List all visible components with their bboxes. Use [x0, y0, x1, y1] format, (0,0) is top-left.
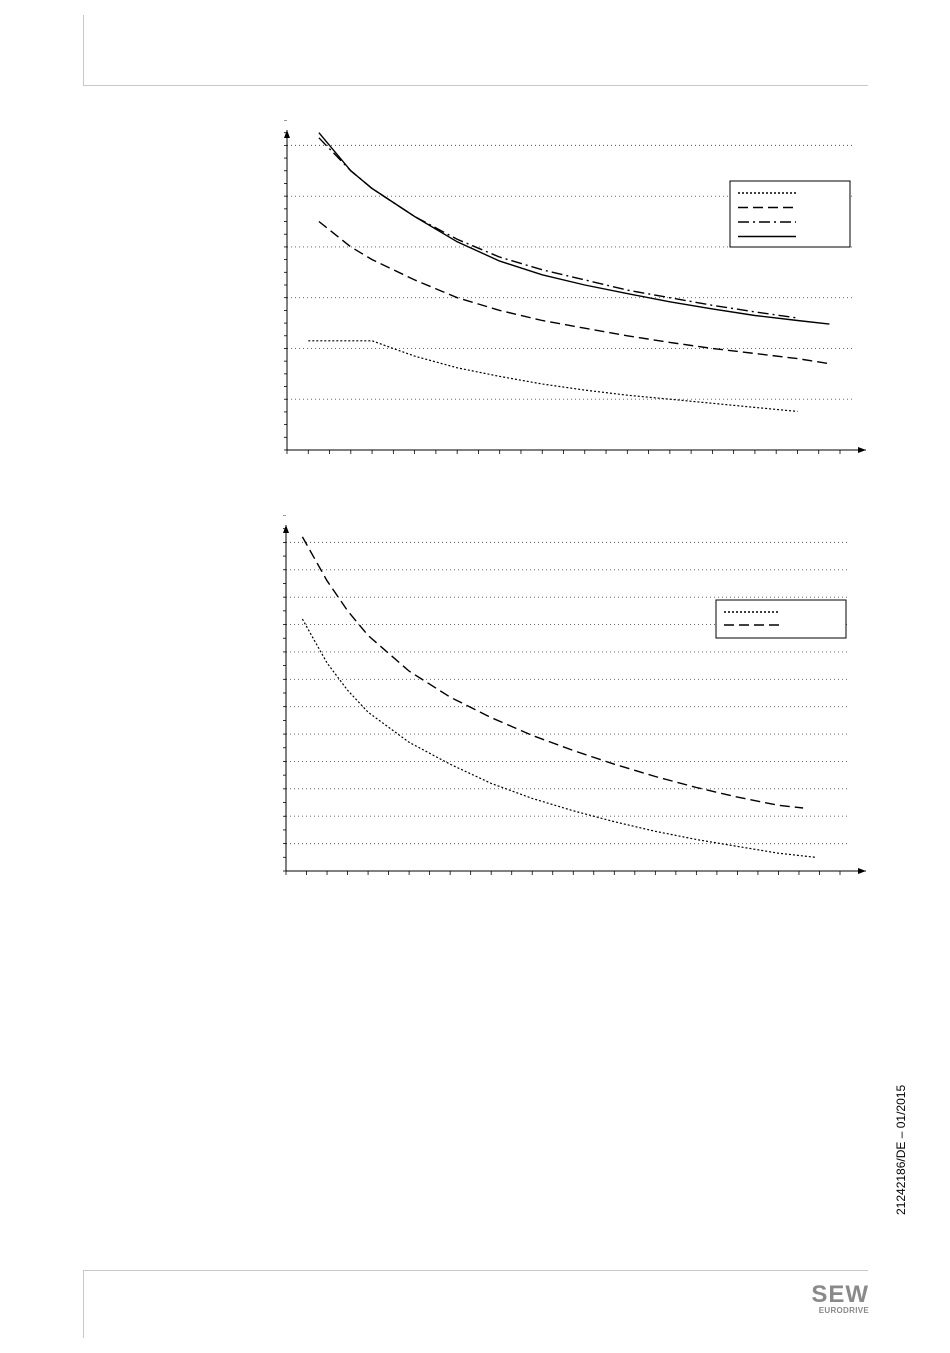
y-axis-arrow — [284, 130, 290, 138]
footer-rule — [83, 1270, 868, 1271]
left-margin-rule-bottom — [83, 1270, 84, 1338]
logo-text: SEW — [811, 1281, 869, 1308]
x-axis-arrow — [858, 868, 866, 874]
legend-box — [716, 600, 846, 638]
x-axis-arrow — [858, 447, 866, 453]
logo-subtext: EURODRIVE — [818, 1306, 869, 1315]
sew-eurodrive-logo — [797, 1281, 869, 1315]
document-number: 21242186/DE – 01/2015 — [894, 1084, 908, 1215]
chart-1 — [270, 120, 870, 465]
header-rule — [83, 85, 868, 86]
left-margin-rule-top — [83, 15, 84, 85]
series-line-1 — [308, 341, 797, 412]
series-line-2 — [302, 537, 803, 808]
series-line-1 — [302, 619, 815, 857]
series-line-3 — [319, 138, 798, 318]
chart-2 — [270, 515, 870, 885]
